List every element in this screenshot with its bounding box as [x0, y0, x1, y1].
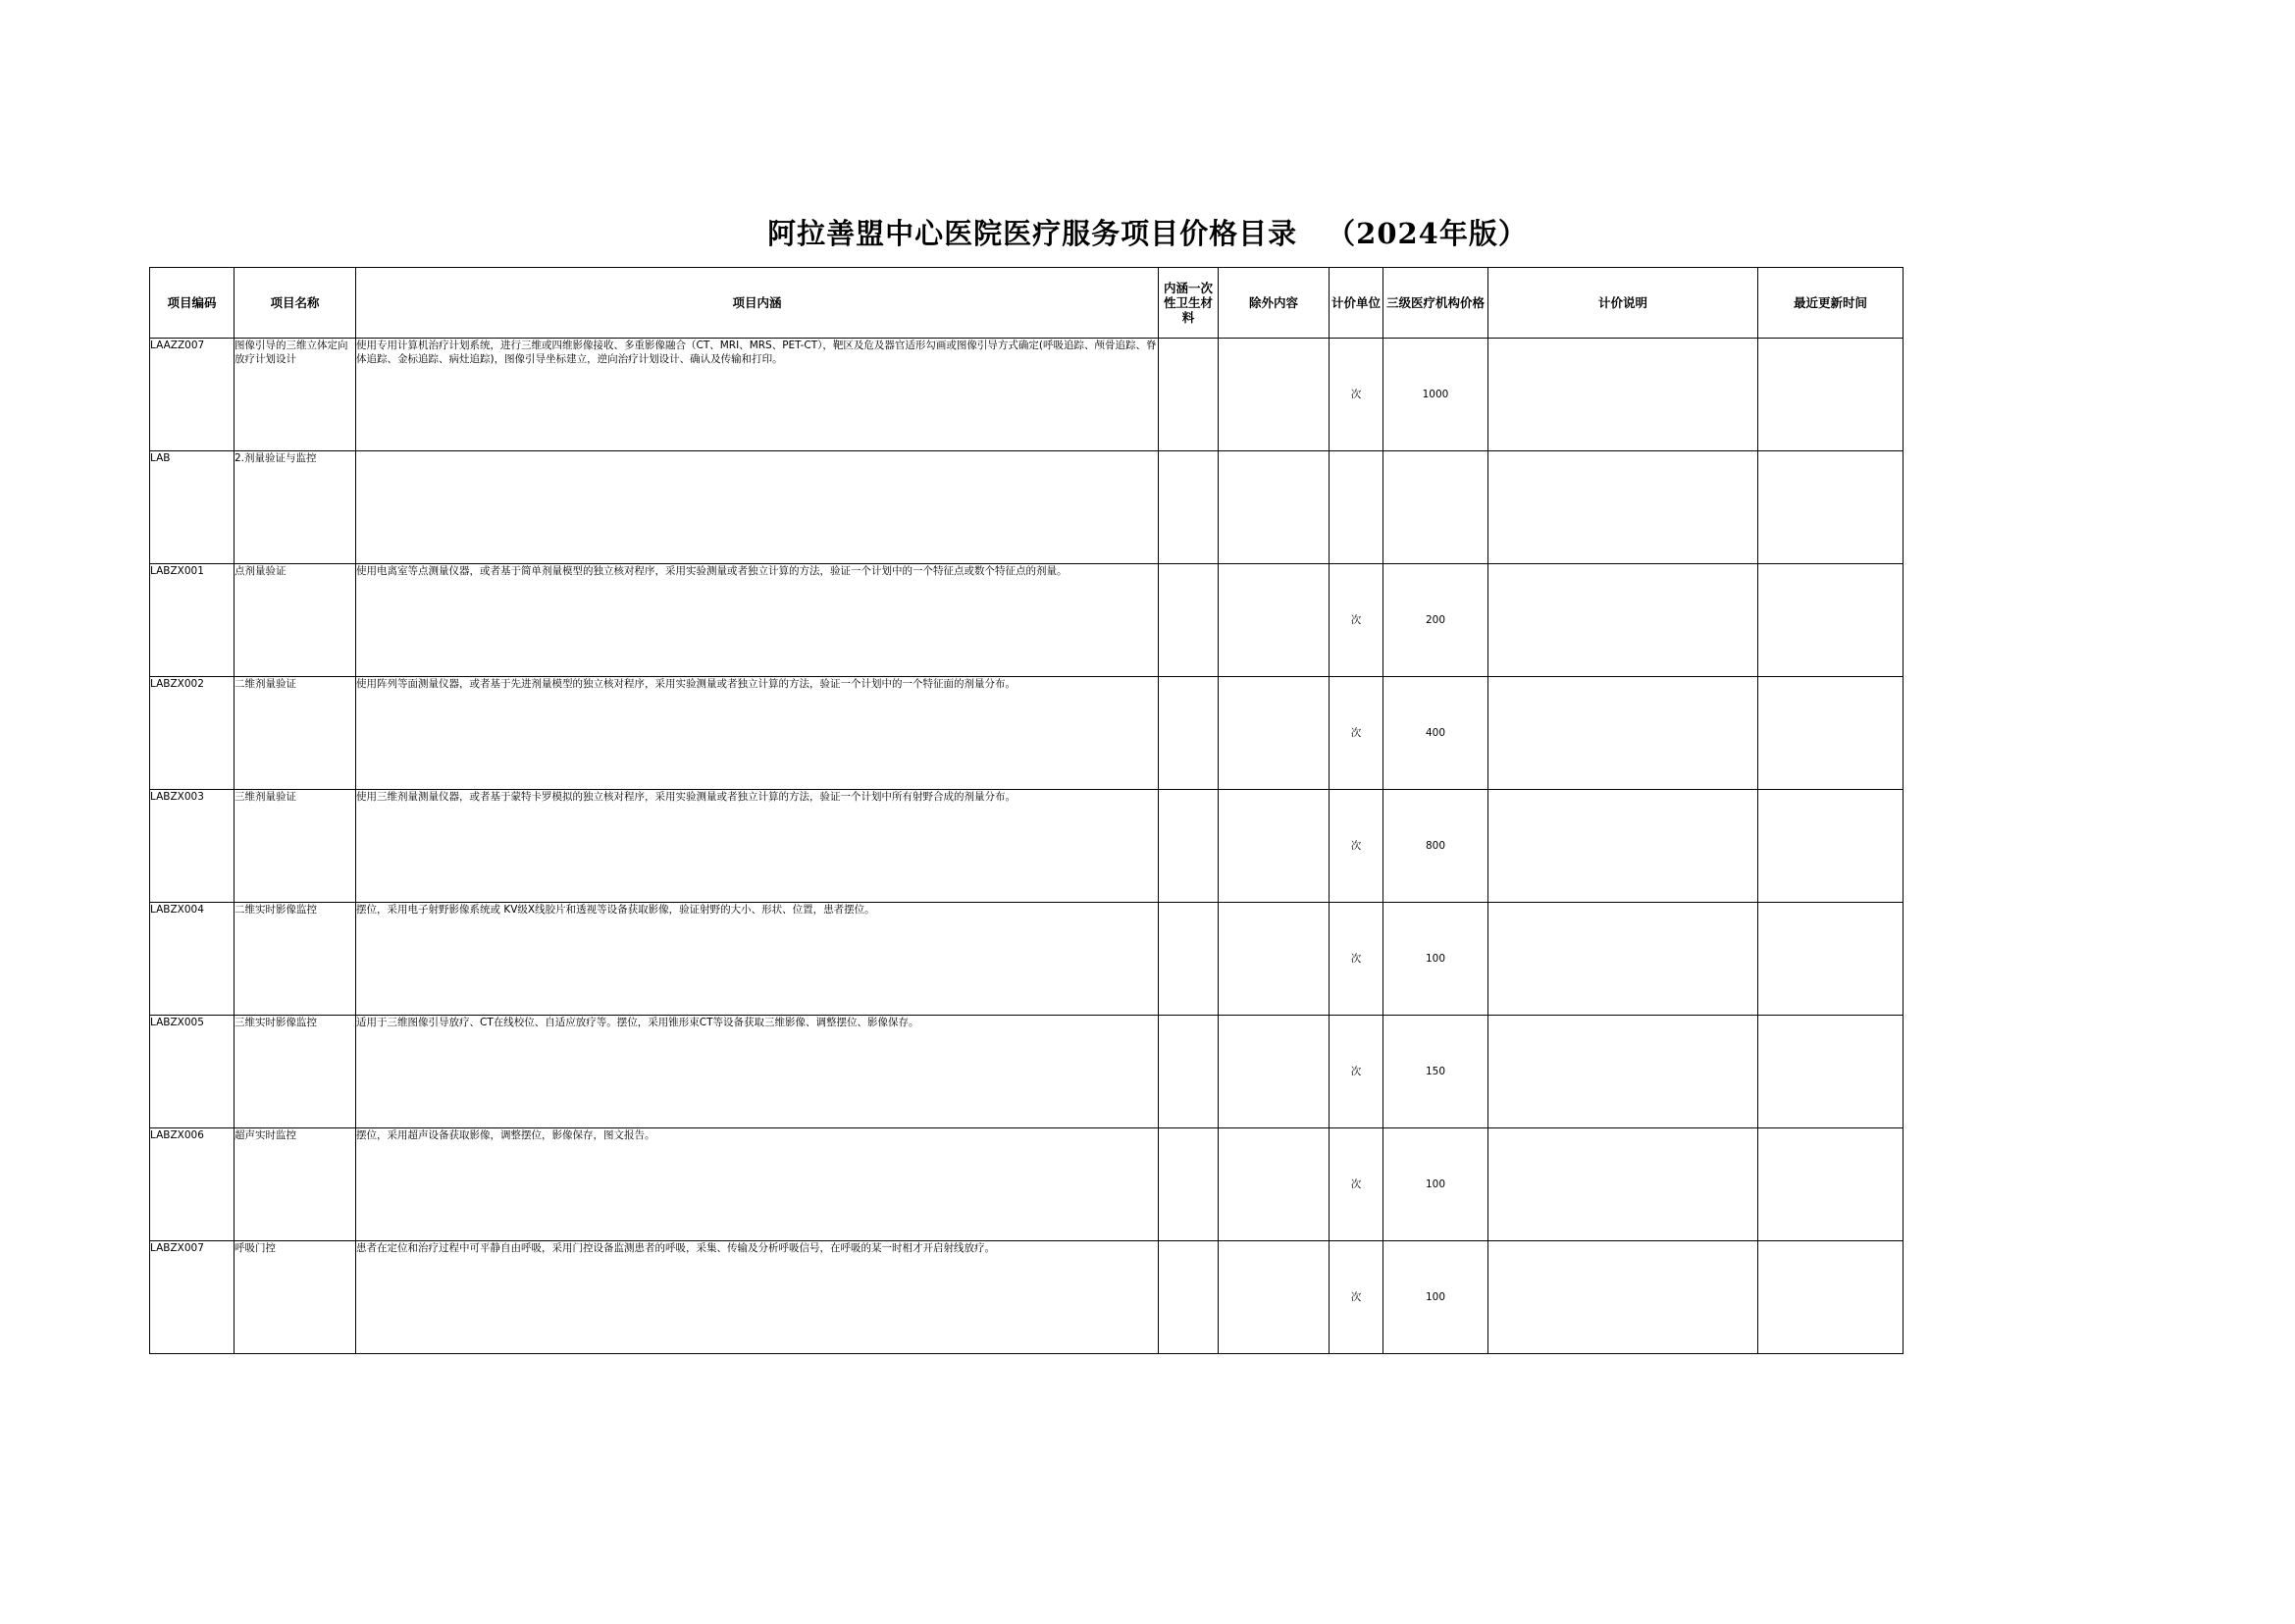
cell-unit: [1330, 451, 1383, 564]
cell-consumables: [1159, 1241, 1219, 1354]
cell-consumables: [1159, 790, 1219, 903]
cell-unit: 次: [1330, 1016, 1383, 1128]
cell-price: 400: [1383, 677, 1488, 790]
cell-unit: 次: [1330, 903, 1383, 1016]
cell-note: [1488, 1016, 1758, 1128]
header-content: 项目内涵: [356, 268, 1159, 339]
cell-content: 使用阵列等面测量仪器，或者基于先进剂量模型的独立核对程序，采用实验测量或者独立计算的方法，验证一个计划中的一个特征面的剂量分布。: [356, 677, 1159, 790]
header-price: 三级医疗机构价格: [1383, 268, 1488, 339]
cell-price: 800: [1383, 790, 1488, 903]
header-consumables: 内涵一次性卫生材料: [1159, 268, 1219, 339]
cell-excluded: [1219, 1241, 1330, 1354]
table-row: [150, 1241, 1904, 1354]
header-excluded: 除外内容: [1219, 268, 1330, 339]
table-row: [150, 903, 1904, 1016]
title-edition: （2024年版）: [1327, 217, 1528, 250]
document-title: [0, 212, 2295, 252]
cell-note: [1488, 339, 1758, 451]
cell-content: 使用电离室等点测量仪器，或者基于简单剂量模型的独立核对程序，采用实验测量或者独立计算的方法，验证一个计划中的一个特征点或数个特征点的剂量。: [356, 564, 1159, 677]
cell-content: 患者在定位和治疗过程中可平静自由呼吸，采用门控设备监测患者的呼吸，采集、传输及分析呼吸信号，在呼吸的某一时相才开启射线放疗。: [356, 1241, 1159, 1354]
cell-code: LABZX007: [150, 1241, 235, 1354]
cell-price: 100: [1383, 1241, 1488, 1354]
cell-excluded: [1219, 677, 1330, 790]
header-updated: 最近更新时间: [1758, 268, 1904, 339]
cell-note: [1488, 1128, 1758, 1241]
cell-excluded: [1219, 564, 1330, 677]
cell-updated: [1758, 790, 1904, 903]
cell-code: LABZX001: [150, 564, 235, 677]
table-row: [150, 1128, 1904, 1241]
cell-price: [1383, 451, 1488, 564]
cell-price: 100: [1383, 903, 1488, 1016]
cell-code: LABZX005: [150, 1016, 235, 1128]
cell-excluded: [1219, 903, 1330, 1016]
cell-excluded: [1219, 790, 1330, 903]
cell-unit: 次: [1330, 790, 1383, 903]
cell-name: 超声实时监控: [235, 1128, 356, 1241]
cell-name: 二维实时影像监控: [235, 903, 356, 1016]
cell-name: 2.剂量验证与监控: [235, 451, 356, 564]
table-row: [150, 339, 1904, 451]
cell-consumables: [1159, 564, 1219, 677]
cell-excluded: [1219, 451, 1330, 564]
table-row: [150, 451, 1904, 564]
cell-name: 三维剂量验证: [235, 790, 356, 903]
cell-updated: [1758, 1241, 1904, 1354]
cell-note: [1488, 677, 1758, 790]
cell-consumables: [1159, 339, 1219, 451]
price-table: [149, 267, 1904, 1354]
cell-updated: [1758, 339, 1904, 451]
cell-name: 二维剂量验证: [235, 677, 356, 790]
table-row: [150, 564, 1904, 677]
cell-content: [356, 451, 1159, 564]
cell-unit: 次: [1330, 564, 1383, 677]
table-row: [150, 790, 1904, 903]
cell-code: LABZX006: [150, 1128, 235, 1241]
cell-note: [1488, 790, 1758, 903]
cell-content: 使用三维剂量测量仪器，或者基于蒙特卡罗模拟的独立核对程序，采用实验测量或者独立计算的方法，验证一个计划中所有射野合成的剂量分布。: [356, 790, 1159, 903]
cell-unit: 次: [1330, 677, 1383, 790]
cell-price: 200: [1383, 564, 1488, 677]
header-note: 计价说明: [1488, 268, 1758, 339]
cell-consumables: [1159, 1016, 1219, 1128]
cell-price: 1000: [1383, 339, 1488, 451]
header-unit: 计价单位: [1330, 268, 1383, 339]
cell-note: [1488, 1241, 1758, 1354]
cell-note: [1488, 564, 1758, 677]
cell-unit: 次: [1330, 1241, 1383, 1354]
cell-content: 摆位，采用电子射野影像系统或 KV级X线胶片和透视等设备获取影像，验证射野的大小、形状、位置，患者摆位。: [356, 903, 1159, 1016]
table-header-row: [150, 268, 1904, 339]
title-main: 阿拉善盟中心医院医疗服务项目价格目录: [767, 217, 1298, 250]
cell-code: LABZX002: [150, 677, 235, 790]
cell-consumables: [1159, 903, 1219, 1016]
cell-excluded: [1219, 339, 1330, 451]
cell-updated: [1758, 677, 1904, 790]
header-name: 项目名称: [235, 268, 356, 339]
cell-code: LABZX004: [150, 903, 235, 1016]
cell-consumables: [1159, 677, 1219, 790]
table-row: [150, 1016, 1904, 1128]
cell-updated: [1758, 903, 1904, 1016]
cell-name: 点剂量验证: [235, 564, 356, 677]
table-row: [150, 677, 1904, 790]
cell-consumables: [1159, 451, 1219, 564]
cell-code: LABZX003: [150, 790, 235, 903]
cell-excluded: [1219, 1016, 1330, 1128]
cell-content: 适用于三维图像引导放疗、CT在线校位、自适应放疗等。摆位，采用锥形束CT等设备获取三维影像、调整摆位、影像保存。: [356, 1016, 1159, 1128]
cell-content: 摆位，采用超声设备获取影像，调整摆位，影像保存，图文报告。: [356, 1128, 1159, 1241]
cell-name: 图像引导的三维立体定向放疗计划设计: [235, 339, 356, 451]
cell-name: 呼吸门控: [235, 1241, 356, 1354]
cell-code: LAB: [150, 451, 235, 564]
cell-code: LAAZZ007: [150, 339, 235, 451]
cell-unit: 次: [1330, 339, 1383, 451]
header-code: 项目编码: [150, 268, 235, 339]
cell-unit: 次: [1330, 1128, 1383, 1241]
cell-updated: [1758, 1128, 1904, 1241]
cell-consumables: [1159, 1128, 1219, 1241]
cell-note: [1488, 903, 1758, 1016]
cell-price: 100: [1383, 1128, 1488, 1241]
cell-content: 使用专用计算机治疗计划系统，进行三维或四维影像接收、多重影像融合（CT、MRI、MRS、PET-CT），靶区及危及器官适形勾画或图像引导方式确定(呼吸追踪、颅骨追踪、脊体追踪、金标追踪、病灶追踪)，图像引导坐标建立，逆向治疗计划设计、确认及传输和打印。: [356, 339, 1159, 451]
cell-excluded: [1219, 1128, 1330, 1241]
cell-updated: [1758, 451, 1904, 564]
cell-updated: [1758, 564, 1904, 677]
cell-price: 150: [1383, 1016, 1488, 1128]
cell-note: [1488, 451, 1758, 564]
cell-updated: [1758, 1016, 1904, 1128]
cell-name: 三维实时影像监控: [235, 1016, 356, 1128]
